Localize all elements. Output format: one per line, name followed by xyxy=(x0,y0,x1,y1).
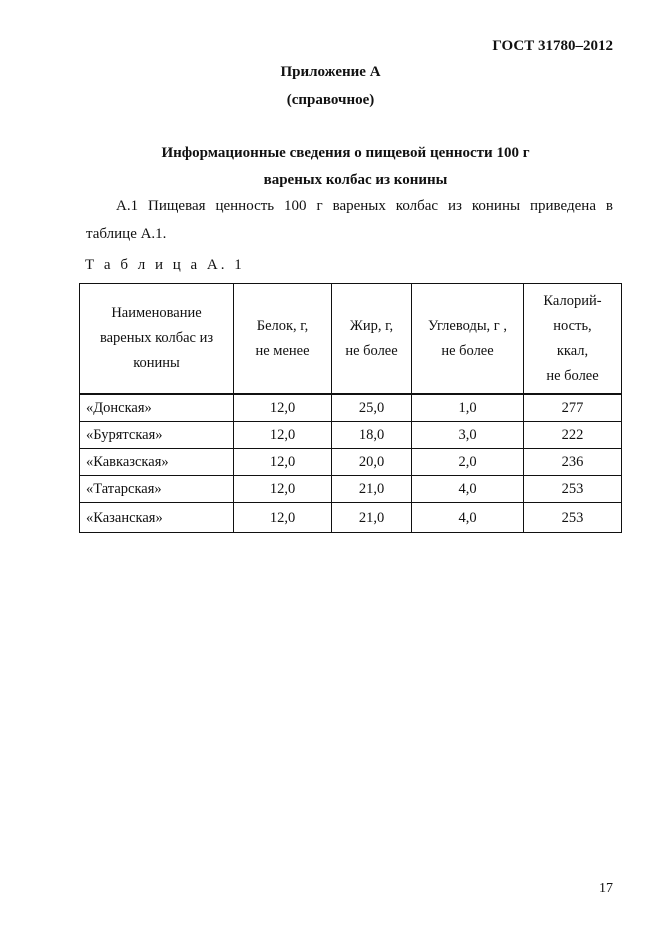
info-title-line2: вареных колбас из конины xyxy=(263,172,448,188)
header-carbs xyxy=(412,284,524,395)
carbs-value: 3,0 xyxy=(412,422,524,449)
carbs-value: 1,0 xyxy=(412,394,524,422)
info-title-line1: Информационные сведения о пищевой ценности 100 г xyxy=(161,145,530,161)
table-row xyxy=(80,394,622,422)
calories-value: 222 xyxy=(524,422,622,449)
nutrition-table xyxy=(79,283,622,533)
calories-value: 253 xyxy=(524,476,622,503)
header-calories xyxy=(524,284,622,395)
paragraph-line2: таблице А.1. xyxy=(86,226,167,242)
table-row xyxy=(80,503,622,533)
protein-value: 12,0 xyxy=(234,394,332,422)
calories-value: 253 xyxy=(524,503,622,533)
page-number: 17 xyxy=(599,881,613,896)
header-protein xyxy=(234,284,332,395)
calories-value: 277 xyxy=(524,394,622,422)
table-row xyxy=(80,449,622,476)
header-fat-line: Жир, г, xyxy=(349,317,394,334)
header-carbs-line: не более xyxy=(441,342,494,359)
header-calories-line: Калорий- xyxy=(543,292,602,309)
table-header-row xyxy=(80,284,622,395)
header-name xyxy=(80,284,234,395)
header-calories-line: ность, xyxy=(553,317,592,334)
header-fat-line: не более xyxy=(345,342,398,359)
header-fat xyxy=(332,284,412,395)
header-protein-line: Белок, г, xyxy=(256,317,309,334)
header-name-line: вареных колбас из xyxy=(99,330,214,346)
carbs-value: 2,0 xyxy=(412,449,524,476)
table-row xyxy=(80,422,622,449)
sausage-name: «Бурятская» xyxy=(80,422,234,449)
protein-value: 12,0 xyxy=(234,503,332,533)
protein-value: 12,0 xyxy=(234,422,332,449)
fat-value: 18,0 xyxy=(332,422,412,449)
header-carbs-line: Углеводы, г , xyxy=(427,317,508,334)
sausage-name: «Татарская» xyxy=(80,476,234,503)
fat-value: 21,0 xyxy=(332,503,412,533)
header-calories-line: не более xyxy=(546,367,599,384)
table-row xyxy=(80,476,622,503)
carbs-value: 4,0 xyxy=(412,503,524,533)
header-protein-line: не менее xyxy=(255,342,310,359)
sausage-name: «Казанская» xyxy=(80,503,234,533)
carbs-value: 4,0 xyxy=(412,476,524,503)
fat-value: 25,0 xyxy=(332,394,412,422)
header-name-line: Наименование xyxy=(111,305,202,321)
standard-code: ГОСТ 31780–2012 xyxy=(492,38,613,54)
header-name-line: конины xyxy=(133,355,180,371)
paragraph-line1: А.1 Пищевая ценность 100 г вареных колбас из конины приведена в xyxy=(116,198,613,214)
protein-value: 12,0 xyxy=(234,476,332,503)
protein-value: 12,0 xyxy=(234,449,332,476)
annex-title: Приложение А xyxy=(280,64,381,80)
annex-kind: (справочное) xyxy=(286,92,375,108)
sausage-name: «Кавказская» xyxy=(80,449,234,476)
calories-value: 236 xyxy=(524,449,622,476)
table-caption: Т а б л и ц а А. 1 xyxy=(85,257,245,273)
fat-value: 21,0 xyxy=(332,476,412,503)
header-calories-line: ккал, xyxy=(556,342,589,359)
sausage-name: «Донская» xyxy=(80,394,234,422)
fat-value: 20,0 xyxy=(332,449,412,476)
